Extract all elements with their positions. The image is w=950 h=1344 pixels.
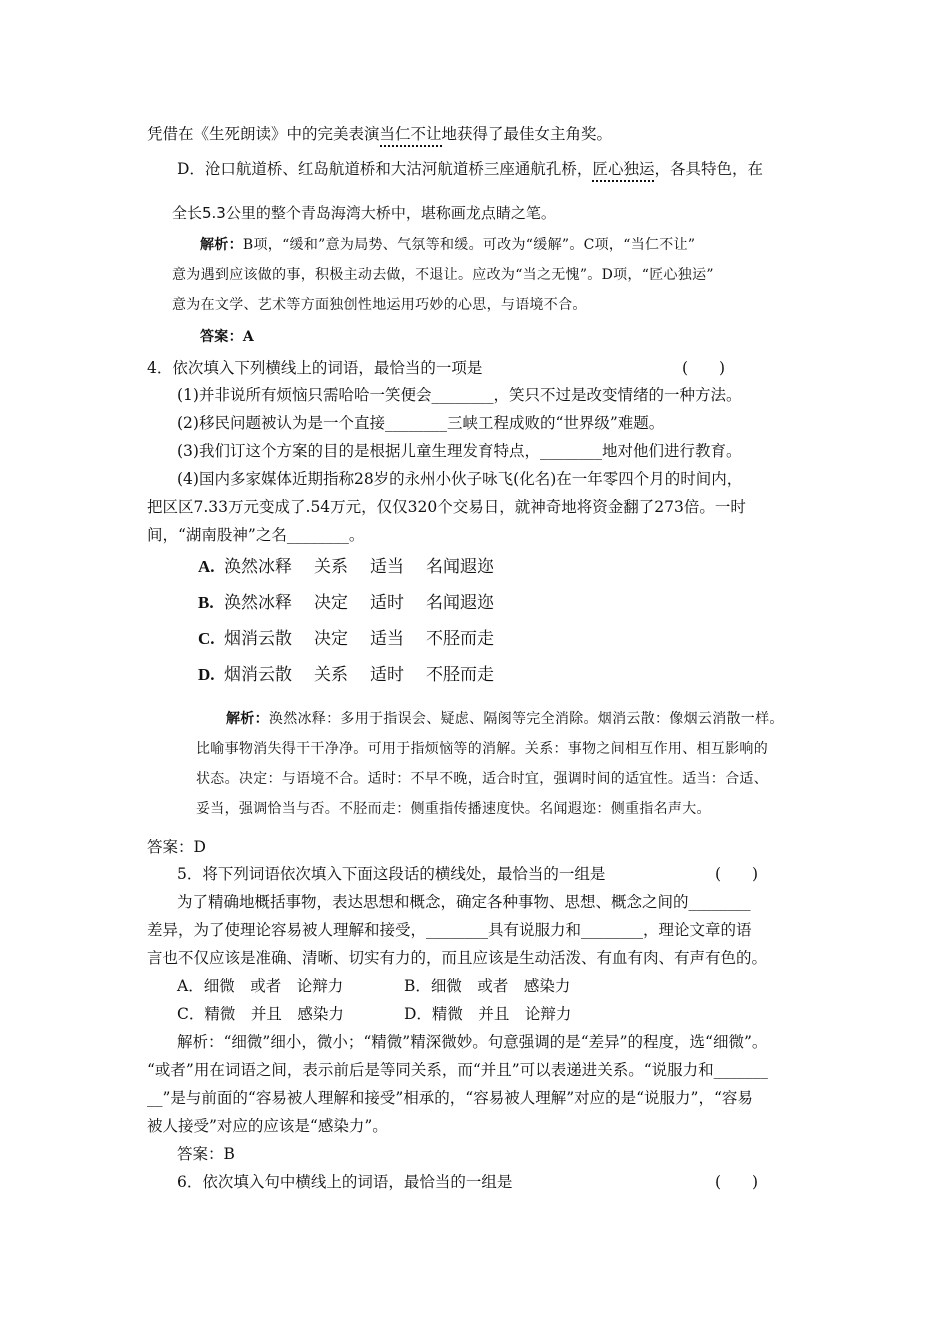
q4-analysis-text: 涣然冰释：多用于指误会、疑虑、隔阂等完全消除。烟消云散：像烟云消散一样。: [268, 711, 784, 727]
option-word: 烟消云散: [224, 629, 292, 649]
q5-answer: 答案：B: [177, 1145, 235, 1163]
q5-analysis-line4: 被人接受”对应的应该是“感染力”。: [147, 1117, 388, 1135]
q4-sentence-3: (3)我们订这个方案的目的是根据儿童生理发育特点，________地对他们进行教育。: [177, 442, 742, 460]
q5-passage-line3: 言也不仅应该是准确、清晰、切实有力的，而且应该是生动活泼、有血有肉、有声有色的。: [147, 949, 768, 967]
q4-analysis-line3: 状态。决定：与语境不合。适时：不早不晚，适合时宜，强调时间的适宜性。适当：合适、: [196, 771, 768, 787]
q4-option-c: [198, 628, 516, 650]
q4-analysis-label: 解析：: [226, 711, 269, 727]
q5-passage-line1: 为了精确地概括事物，表达思想和概念，确定各种事物、思想、概念之间的________: [177, 893, 751, 911]
q4-sentence-4c: 间，“湖南股神”之名________。: [147, 526, 365, 544]
q5-option-b: B．细微 或者 感染力: [404, 977, 571, 995]
q3-line1-post: 地获得了最佳女主角奖。: [441, 125, 613, 143]
q3-analysis-line2: 意为遇到应该做的事，积极主动去做，不退让。应改为“当之无愧”。D项，“匠心独运”: [172, 267, 714, 283]
option-word: 名闻遐迩: [426, 593, 494, 613]
q5-passage-line2: 差异，为了使理论容易被人理解和接受，________具有说服力和________，理论文章的语: [147, 921, 752, 939]
option-word: 关系: [314, 557, 348, 577]
q3-option-d-idiom: 匠心独运: [592, 160, 654, 182]
q3-option-d-post: ，各具特色，在: [654, 160, 763, 178]
option-word: 名闻遐迩: [426, 557, 494, 577]
q4-sentence-4b: 把区区7.33万元变成了.54万元，仅仅320个交易日，就神奇地将资金翻了273倍。一时: [147, 498, 746, 516]
q3-analysis-label: 解析：: [200, 237, 243, 253]
q3-analysis-line3: 意为在文学、艺术等方面独创性地运用巧妙的心思，与语境不合。: [172, 297, 587, 313]
q5-answer-paren: ( ): [715, 865, 759, 883]
q3-line1: [147, 123, 612, 145]
option-word: 适时: [370, 665, 404, 685]
q3-analysis-line1: [200, 234, 695, 256]
q4-option-d: [198, 664, 516, 686]
q3-emphasized-idiom: 当仁不让: [380, 125, 442, 147]
q4-answer-paren: ( ): [682, 359, 726, 377]
option-letter: A.: [198, 557, 215, 576]
option-word: 关系: [314, 665, 348, 685]
q4-analysis-line2: 比喻事物消失得干干净净。可用于指烦恼等的消解。关系：事物之间相互作用、相互影响的: [196, 741, 768, 757]
option-word: 决定: [314, 629, 348, 649]
option-letter: D.: [198, 665, 215, 684]
q4-analysis-line1: [226, 708, 784, 730]
option-word: 烟消云散: [224, 665, 292, 685]
q3-option-d-line2: 全长5.3公里的整个青岛海湾大桥中，堪称画龙点睛之笔。: [172, 204, 556, 222]
option-word: 适时: [370, 593, 404, 613]
q3-answer: 答案：A: [200, 329, 255, 345]
option-letter: B.: [198, 593, 214, 612]
option-word: 涣然冰释: [224, 593, 292, 613]
q4-stem: 4．依次填入下列横线上的词语，最恰当的一项是: [147, 359, 483, 377]
q5-option-a: A．细微 或者 论辩力: [177, 977, 344, 995]
q4-sentence-1: (1)并非说所有烦恼只需哈哈一笑便会________，笑只不过是改变情绪的一种方法。: [177, 386, 742, 404]
q6-answer-paren: ( ): [715, 1173, 759, 1191]
q3-line1-pre: 凭借在《生死朗读》中的完美表演: [147, 125, 380, 143]
q3-option-d: [177, 158, 763, 180]
q5-stem: 5．将下列词语依次填入下面这段话的横线处，最恰当的一组是: [177, 865, 606, 883]
q4-answer: 答案：D: [147, 838, 206, 856]
option-word: 不胫而走: [426, 665, 494, 685]
option-letter: C.: [198, 629, 215, 648]
q3-option-d-pre: D．沧口航道桥、红岛航道桥和大沽河航道桥三座通航孔桥，: [177, 160, 593, 178]
q5-analysis-line1: 解析：“细微”细小，微小；“精微”精深微妙。句意强调的是“差异”的程度，选“细微”。: [177, 1033, 768, 1051]
option-word: 适当: [370, 629, 404, 649]
q5-option-c: C．精微 并且 感染力: [177, 1005, 344, 1023]
q3-analysis-text: B项，“缓和”意为局势、气氛等和缓。可改为“缓解”。C项，“当仁不让”: [242, 237, 696, 253]
q4-sentence-2: (2)移民问题被认为是一个直接________三峡工程成败的“世界级”难题。: [177, 414, 665, 432]
q5-option-d: D．精微 并且 论辩力: [404, 1005, 572, 1023]
q4-sentence-4a: (4)国内多家媒体近期指称28岁的永州小伙子咏飞(化名)在一年零四个月的时间内，: [177, 470, 743, 488]
q4-option-a: [198, 556, 516, 578]
option-word: 适当: [370, 557, 404, 577]
q6-stem: 6．依次填入句中横线上的词语，最恰当的一组是: [177, 1173, 513, 1191]
q5-analysis-line2: “或者”用在词语之间，表示前后是等同关系，而“并且”可以表递进关系。“说服力和_______: [147, 1061, 768, 1079]
option-word: 决定: [314, 593, 348, 613]
option-word: 涣然冰释: [224, 557, 292, 577]
q4-analysis-line4: 妥当，强调恰当与否。不胫而走：侧重指传播速度快。名闻遐迩：侧重指名声大。: [196, 801, 711, 817]
q4-option-b: [198, 592, 516, 614]
q5-analysis-line3: __”是与前面的“容易被人理解和接受”相承的，“容易被人理解”对应的是“说服力”，“容易: [147, 1089, 753, 1107]
option-word: 不胫而走: [426, 629, 494, 649]
